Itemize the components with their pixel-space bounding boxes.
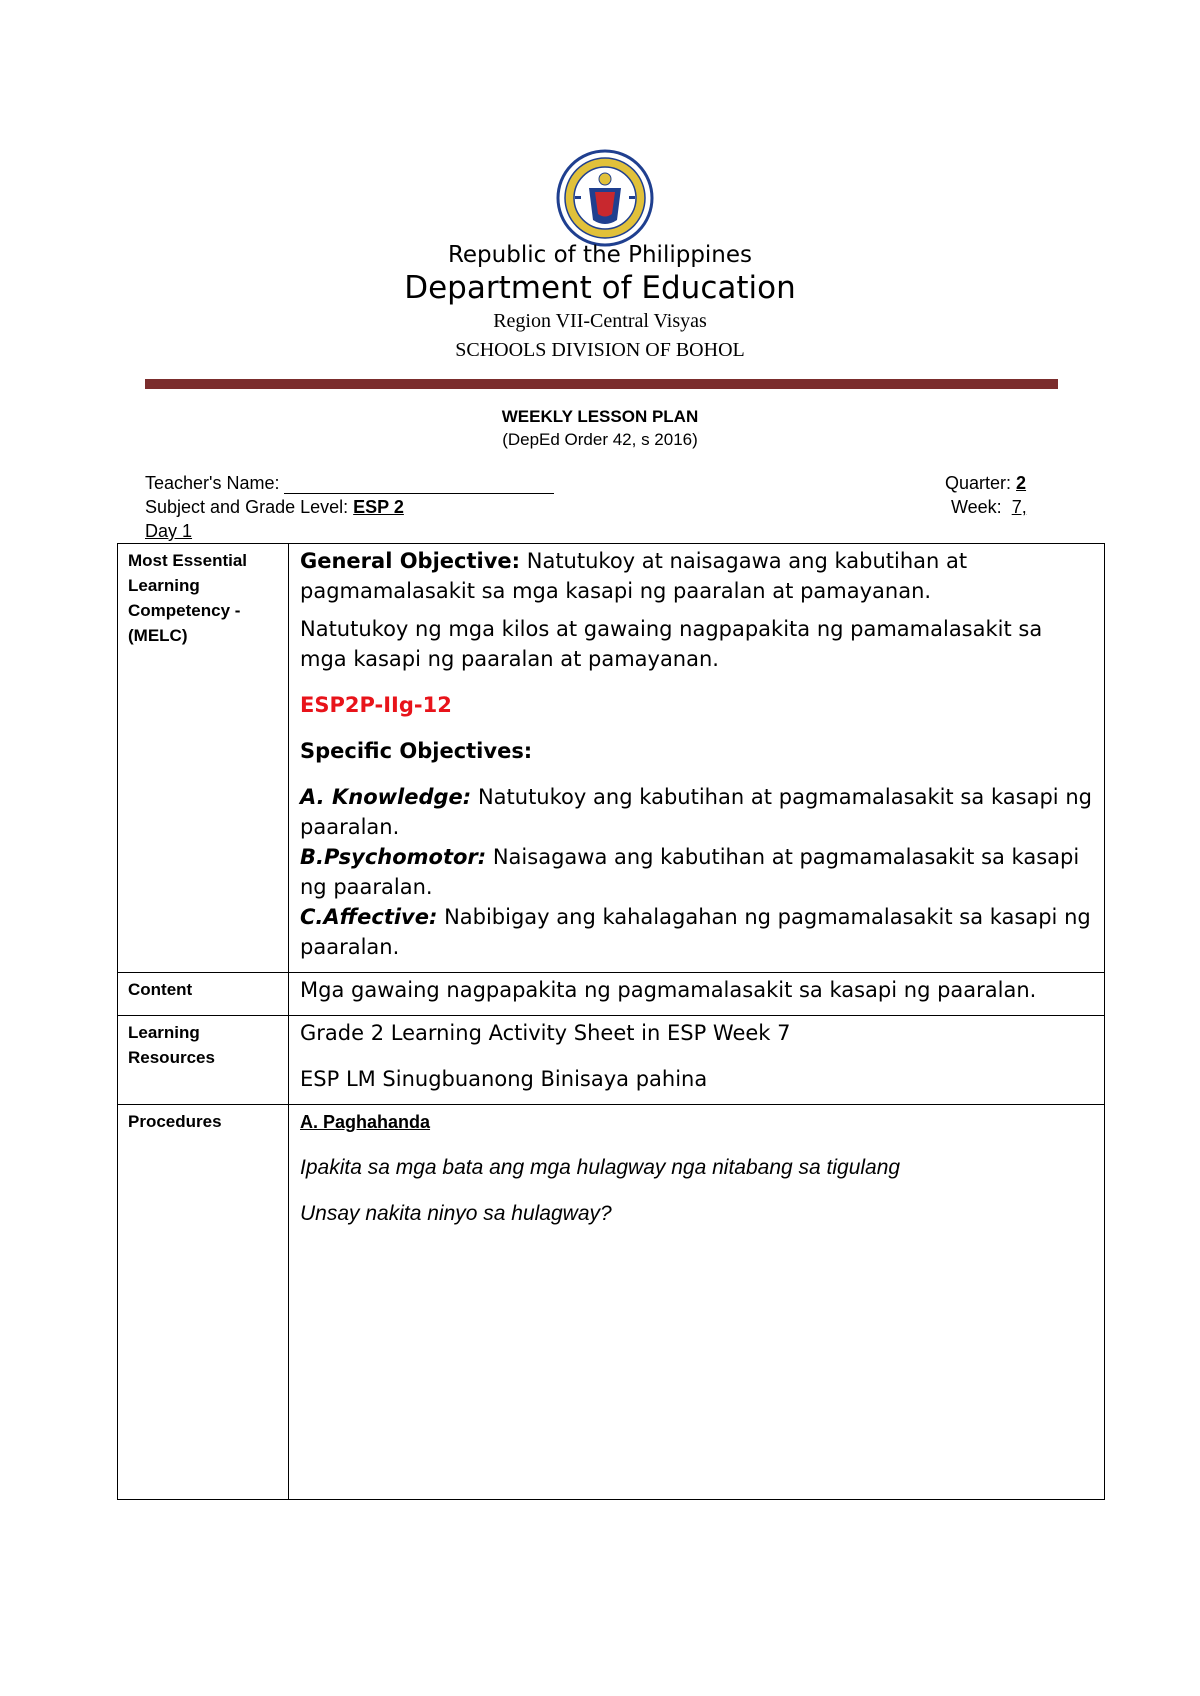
deped-seal-logo <box>555 148 655 248</box>
resources-line-1: Grade 2 Learning Activity Sheet in ESP Week 7 <box>300 1021 791 1045</box>
general-objective-text: Natutukoy at naisagawa ang kabutihan at pagmamalasakit sa mga kasapi ng paaralan at pamayanan. <box>300 549 968 603</box>
knowledge-label: A. Knowledge: <box>300 785 472 809</box>
table-row-melc <box>118 544 1105 973</box>
plan-order: (DepEd Order 42, s 2016) <box>502 430 698 449</box>
content-label-cell <box>118 973 289 1016</box>
melc-label-cell <box>118 544 289 973</box>
day-field <box>145 521 192 542</box>
general-objective-label: General Objective: <box>300 549 521 573</box>
quarter-label: Quarter: <box>945 473 1012 493</box>
teacher-name-blank <box>284 475 554 494</box>
region-heading: Region VII-Central Visyas <box>493 310 707 332</box>
content-text: Mga gawaing nagpapakita ng pagmamalasakit sa kasapi ng paaralan. <box>300 978 1037 1002</box>
psychomotor-objective <box>300 842 1092 902</box>
procedures-line-2: Unsay nakita ninyo sa hulagway? <box>300 1202 612 1225</box>
day-value: Day 1 <box>145 521 193 541</box>
republic-heading: Republic of the Philippines <box>447 242 753 268</box>
resources-line-2: ESP LM Sinugbuanong Binisaya pahina <box>300 1067 708 1091</box>
table-row-resources <box>118 1016 1105 1105</box>
division-heading: SCHOOLS DIVISION OF BOHOL <box>455 339 745 361</box>
affective-objective <box>300 902 1092 962</box>
knowledge-objective <box>300 782 1092 842</box>
table-row-content <box>118 973 1105 1016</box>
procedures-cell <box>289 1105 1105 1500</box>
procedures-heading: A. Paghahanda <box>300 1112 431 1132</box>
resources-cell <box>289 1016 1105 1105</box>
subject-label: Subject and Grade Level: <box>145 497 349 517</box>
competency-text: Natutukoy ng mga kilos at gawaing nagpapakita ng pamamalasakit sa mga kasapi ng paaralan at pamayanan. <box>300 617 1043 671</box>
subject-value: ESP 2 <box>353 497 404 517</box>
procedures-line-1: Ipakita sa mga bata ang mga hulagway nga nitabang sa tigulang <box>300 1156 901 1179</box>
table-row-procedures <box>118 1105 1105 1500</box>
specific-objectives-label <box>300 736 1092 766</box>
week-label: Week: <box>951 497 1002 517</box>
lesson-plan-table <box>117 543 1105 1500</box>
general-objective <box>300 546 1092 606</box>
quarter-field <box>945 473 1026 494</box>
plan-title: WEEKLY LESSON PLAN <box>501 407 699 426</box>
procedures-label: Procedures <box>128 1112 222 1131</box>
affective-label: C.Affective: <box>300 905 438 929</box>
psychomotor-label: B.Psychomotor: <box>300 845 487 869</box>
melc-label-2: Competency - (MELC) <box>128 601 241 645</box>
psychomotor-text: Naisagawa ang kabutihan at pagmamalasakit sa kasapi ng paaralan. <box>300 845 1080 899</box>
competency-code: ESP2P-IIg-12 <box>300 693 452 717</box>
subject-field <box>145 497 404 518</box>
procedures-label-cell <box>118 1105 289 1500</box>
specific-objectives-title: Specific Objectives: <box>300 739 533 763</box>
resources-label: Learning Resources <box>128 1023 215 1067</box>
affective-text: Nabibigay ang kahalagahan ng pagmamalasakit sa kasapi ng paaralan. <box>300 905 1091 959</box>
week-field <box>951 497 1027 518</box>
teacher-name-field <box>145 473 554 494</box>
quarter-value: 2 <box>1016 473 1027 493</box>
melc-label-1: Most Essential Learning <box>128 551 248 595</box>
content-cell <box>289 973 1105 1016</box>
week-value: 7, <box>1011 497 1027 517</box>
resources-label-cell <box>118 1016 289 1105</box>
content-label: Content <box>128 980 193 999</box>
melc-content-cell <box>289 544 1105 973</box>
header-divider <box>145 379 1058 389</box>
teacher-name-label: Teacher's Name: <box>145 473 280 493</box>
knowledge-text: Natutukoy ang kabutihan at pagmamalasakit sa kasapi ng paaralan. <box>300 785 1092 839</box>
department-heading: Department of Education <box>404 270 796 306</box>
